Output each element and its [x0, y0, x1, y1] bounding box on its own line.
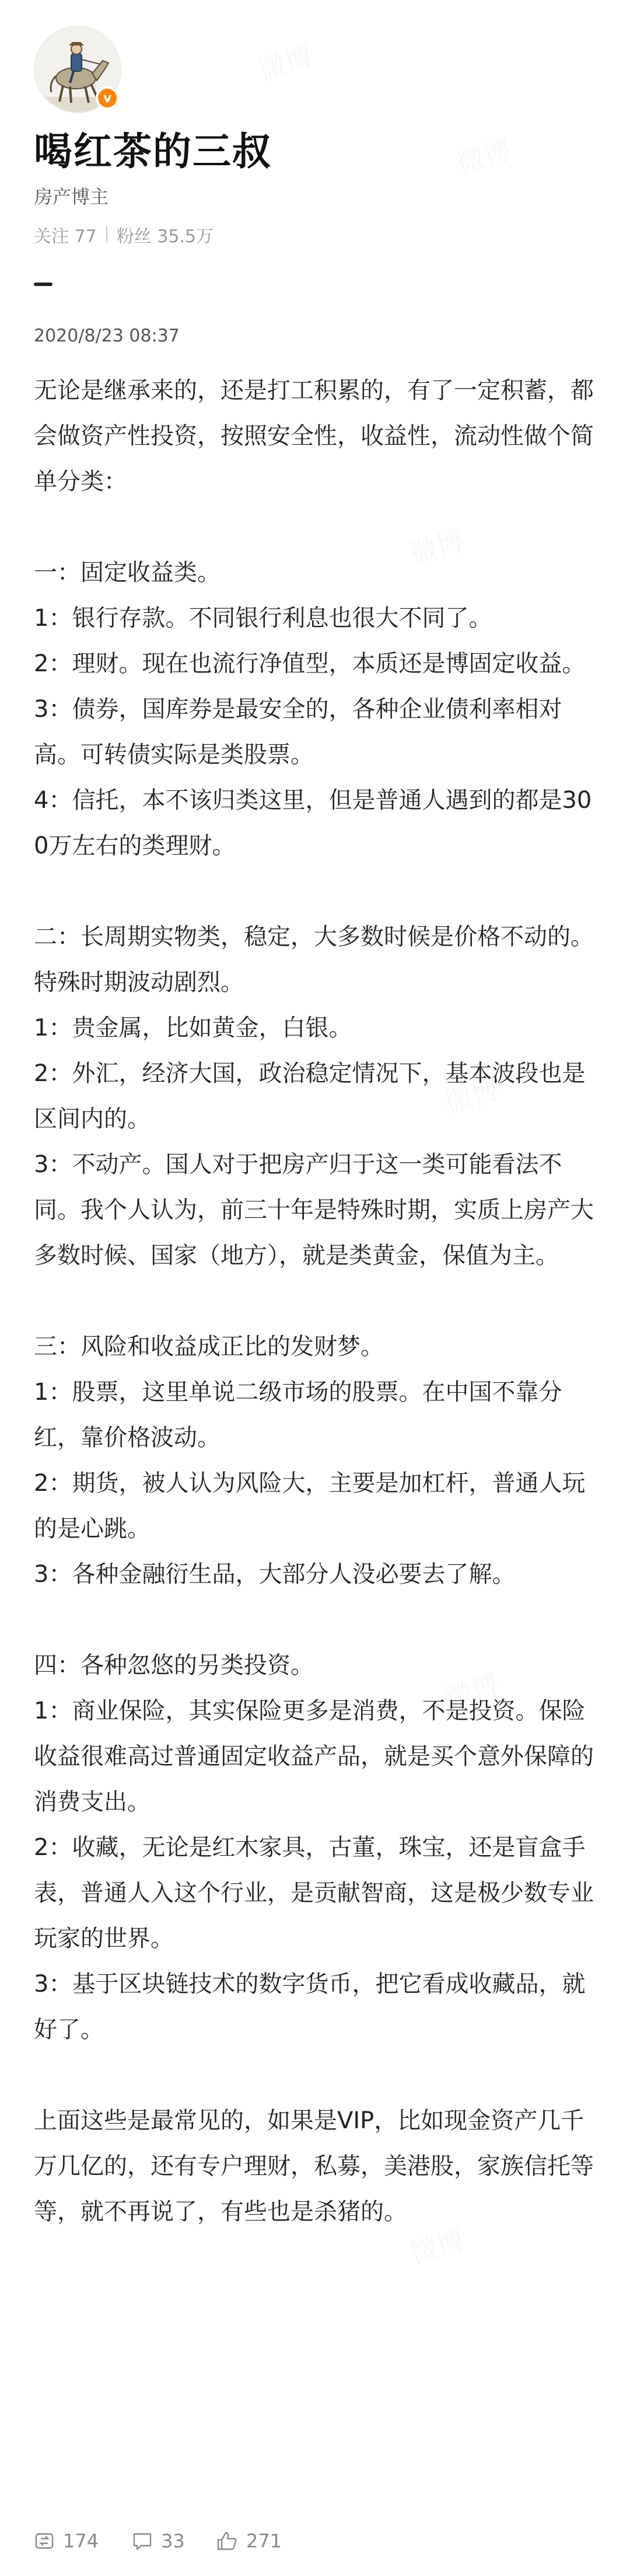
- post-paragraph: 3：不动产。国人对于把房产归于这一类可能看法不同。我个人认为，前三十年是特殊时期，实质上房产大多数时候、国家（地方），就是类黄金，保值为主。: [34, 1151, 594, 1269]
- post-paragraph: 无论是继承来的，还是打工积累的，有了一定积蓄，都会做资产性投资，按照安全性，收益性，流动性做个简单分类：: [34, 377, 594, 495]
- post-paragraph: 1：贵金属，比如黄金，白银。: [34, 1015, 352, 1041]
- repost-button[interactable]: [34, 2530, 99, 2552]
- post-paragraph: 1：股票，这里单说二级市场的股票。在中国不靠分红，靠价格波动。: [34, 1379, 562, 1451]
- comment-icon: [132, 2530, 153, 2551]
- watermark: [450, 127, 516, 182]
- post-paragraph: 2：外汇，经济大国，政治稳定情况下，基本波段也是区间内的。: [34, 1060, 586, 1132]
- stats-divider: [106, 226, 107, 243]
- verified-badge-icon: v: [96, 86, 119, 110]
- post-date: 2020/8/23 08:37: [34, 326, 180, 346]
- comment-button[interactable]: [132, 2530, 185, 2552]
- like-count: 271: [246, 2530, 282, 2552]
- post-paragraph: 2：收藏，无论是红木家具，古董，珠宝，还是盲盒手表，普通人入这个行业，是贡献智商，这是极少数专业玩家的世界。: [34, 1834, 594, 1952]
- user-title: 房产博主: [34, 186, 109, 208]
- paragraph-gap: [34, 869, 596, 914]
- section-divider: [34, 283, 52, 286]
- repost-count: 174: [63, 2530, 99, 2552]
- paragraph-gap: [34, 2052, 596, 2098]
- thumbs-up-icon: [216, 2530, 238, 2551]
- post-paragraph: 3：基于区块链技术的数字货币，把它看成收藏品，就好了。: [34, 1971, 586, 2043]
- paragraph-gap: [34, 1597, 596, 1643]
- username[interactable]: 喝红茶的三叔: [34, 129, 272, 174]
- watermark: [252, 33, 318, 89]
- action-bar: [0, 2516, 630, 2576]
- user-stats: [34, 222, 214, 248]
- post-paragraph: 二：长周期实物类，稳定，大多数时候是价格不动的。特殊时期波动剧烈。: [34, 923, 594, 996]
- post-paragraph: 三：风险和收益成正比的发财梦。: [34, 1333, 384, 1360]
- post-paragraph: 2：理财。现在也流行净值型，本质还是博固定收益。: [34, 650, 586, 677]
- repost-icon: [34, 2530, 55, 2551]
- post-paragraph: 上面这些是最常见的，如果是VIP，比如现金资产几千万几亿的，还有专户理财，私募，美港股，家族信托等等，就不再说了，有些也是杀猪的。: [34, 2107, 594, 2225]
- post-paragraph: 四：各种忽悠的另类投资。: [34, 1652, 314, 1679]
- post-paragraph: 1：商业保险，其实保险更多是消费，不是投资。保险收益很难高过普通固定收益产品，就是买个意外保障的消费支出。: [34, 1697, 594, 1815]
- post-paragraph: 3：债券，国库券是最安全的，各种企业债利率相对高。可转债实际是类股票。: [34, 696, 562, 768]
- follow-count[interactable]: 关注 77: [34, 226, 97, 247]
- comment-count: 33: [161, 2530, 185, 2552]
- paragraph-gap: [34, 1278, 596, 1324]
- post-paragraph: 4：信托，本不该归类这里，但是普通人遇到的都是300万左右的类理财。: [34, 787, 592, 859]
- paragraph-gap: [34, 504, 596, 550]
- fans-count[interactable]: 粉丝 35.5万: [116, 226, 214, 247]
- post-paragraph: 3：各种金融衍生品，大部分人没必要去了解。: [34, 1561, 516, 1588]
- post-content: [34, 368, 596, 2235]
- like-button[interactable]: [216, 2530, 282, 2552]
- post-paragraph: 一：固定收益类。: [34, 559, 220, 586]
- post-paragraph: 1：银行存款。不同银行利息也很大不同了。: [34, 605, 492, 632]
- post-paragraph: 2：期货，被人认为风险大，主要是加杠杆，普通人玩的是心跳。: [34, 1470, 586, 1542]
- user-avatar[interactable]: [34, 26, 121, 113]
